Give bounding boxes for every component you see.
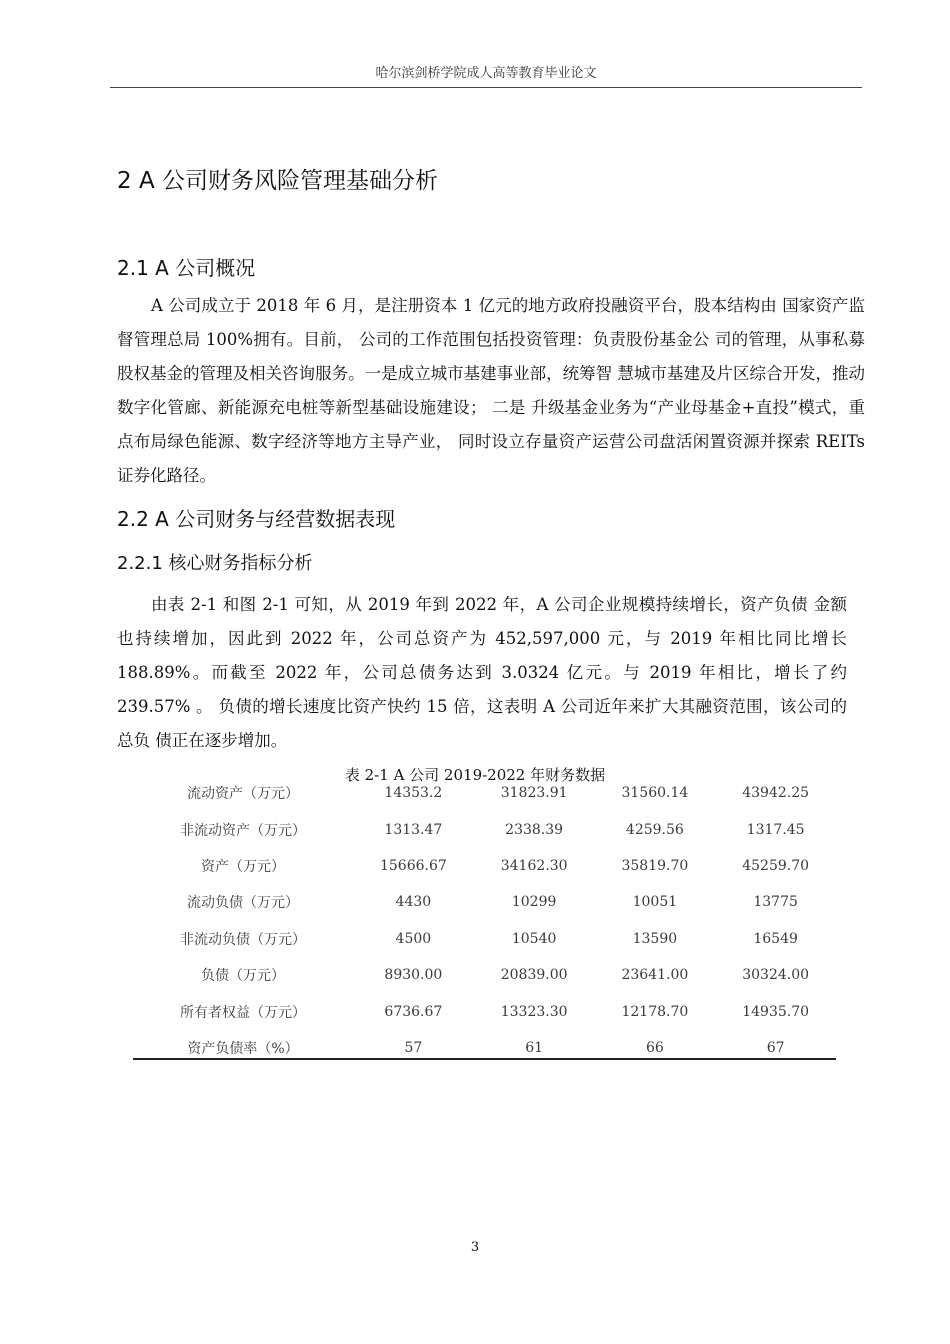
table-cell: 61 [525, 1039, 544, 1056]
row-label: 资产负债率（%） [187, 1040, 299, 1057]
table-cell: 31823.91 [500, 785, 568, 802]
table-cell: 16549 [753, 930, 798, 947]
company-overview-paragraph: A 公司成立于 2018 年 6 月，是注册资本 1 亿元的地方政府投融资平台，股本结构由 国家资产监督管理总局 100%拥有。目前， 公司的工作范围包括投资管理：负责股份基金公 司的管理，从事私募股权基金的管理及相关咨询服务。一是成立城市基建事业部，统筹智 慧城市基建及片区综合开发，推动数字化管廊、新能源充电桩等新型基础设施建设； 二是 升级基金业务为“产业母基金+直投”模式，重点布局绿色能源、数字经济等地方主导产业， 同时设立存量资产运营公司盘活闲置资源并探索 REITs 证券化路径。 [117, 296, 865, 485]
row-label: 流动负债（万元） [187, 895, 299, 912]
table-row [133, 811, 836, 847]
table-cell: 12178.70 [621, 1003, 689, 1020]
table-cell: 31560.14 [621, 785, 689, 802]
table-cell: 1313.47 [384, 821, 443, 838]
table-cell: 10540 [511, 930, 557, 947]
running-header: 哈尔滨剑桥学院成人高等教育毕业论文 [375, 66, 597, 81]
row-label: 资产（万元） [201, 858, 285, 875]
row-label: 非流动资产（万元） [180, 822, 306, 839]
table-row [133, 921, 836, 957]
table-cell: 57 [404, 1039, 423, 1056]
table-cell: 30324.00 [742, 967, 810, 984]
row-label: 负债（万元） [201, 968, 285, 985]
table-bottom-rule [133, 1058, 836, 1060]
table-cell: 14935.70 [742, 1003, 810, 1020]
table-cell: 34162.30 [500, 857, 568, 874]
table-cell: 43942.25 [742, 785, 810, 802]
table-cell: 20839.00 [500, 967, 568, 984]
section-heading-2-2: 2.2 A 公司财务与经营数据表现 [117, 507, 396, 531]
row-label: 流动资产（万元） [187, 786, 299, 803]
table-cell: 67 [766, 1039, 785, 1056]
table-cell: 35819.70 [621, 857, 689, 874]
row-label: 非流动负债（万元） [180, 931, 306, 948]
table-row [133, 957, 836, 993]
table-cell: 10299 [511, 894, 557, 911]
table-row [133, 993, 836, 1029]
table-cell: 8930.00 [384, 967, 443, 984]
table-row [133, 884, 836, 920]
table-cell: 14353.2 [384, 785, 443, 802]
table-cell: 13775 [753, 894, 798, 911]
table-cell: 23641.00 [621, 967, 689, 984]
table-row [133, 1030, 836, 1066]
table-cell: 13590 [632, 930, 678, 947]
subsection-heading-2-2-1: 2.2.1 核心财务指标分析 [117, 553, 313, 574]
page-number: 3 [470, 1240, 480, 1255]
financial-analysis-paragraph: 由表 2-1 和图 2-1 可知，从 2019 年到 2022 年，A 公司企业规模持续增长，资产负债 金额也持续增加，因此到 2022 年，公司总资产为 452,597,000 元，与 2019 年相比同比增长 188.89%。而截至 2022 年，公司总债务达到 3.0324 亿元。与 2019 年相比，增长了约 239.57% 。 负债的增长速度比资产快约 15 倍，这表明 A 公司近年来扩大其融资范围，该公司的总负 债正在逐步增加。 [117, 595, 847, 750]
table-cell: 6736.67 [384, 1003, 443, 1020]
table-cell: 4500 [395, 930, 432, 947]
chapter-heading: 2 A 公司财务风险管理基础分析 [117, 168, 438, 194]
row-label: 所有者权益（万元） [180, 1004, 306, 1021]
table-cell: 15666.67 [379, 857, 447, 874]
financial-data-table [133, 775, 836, 1066]
table-caption: 表 2-1 A 公司 2019-2022 年财务数据 [344, 766, 606, 784]
table-cell: 4430 [395, 894, 432, 911]
table-cell: 2338.39 [505, 821, 564, 838]
table-cell: 13323.30 [500, 1003, 568, 1020]
table-cell: 10051 [632, 894, 678, 911]
header-divider [110, 87, 862, 88]
table-cell: 4259.56 [625, 821, 684, 838]
table-cell: 45259.70 [742, 857, 810, 874]
table-cell: 1317.45 [746, 821, 805, 838]
section-heading-2-1: 2.1 A 公司概况 [117, 256, 256, 280]
table-cell: 66 [645, 1039, 664, 1056]
table-row [133, 848, 836, 884]
